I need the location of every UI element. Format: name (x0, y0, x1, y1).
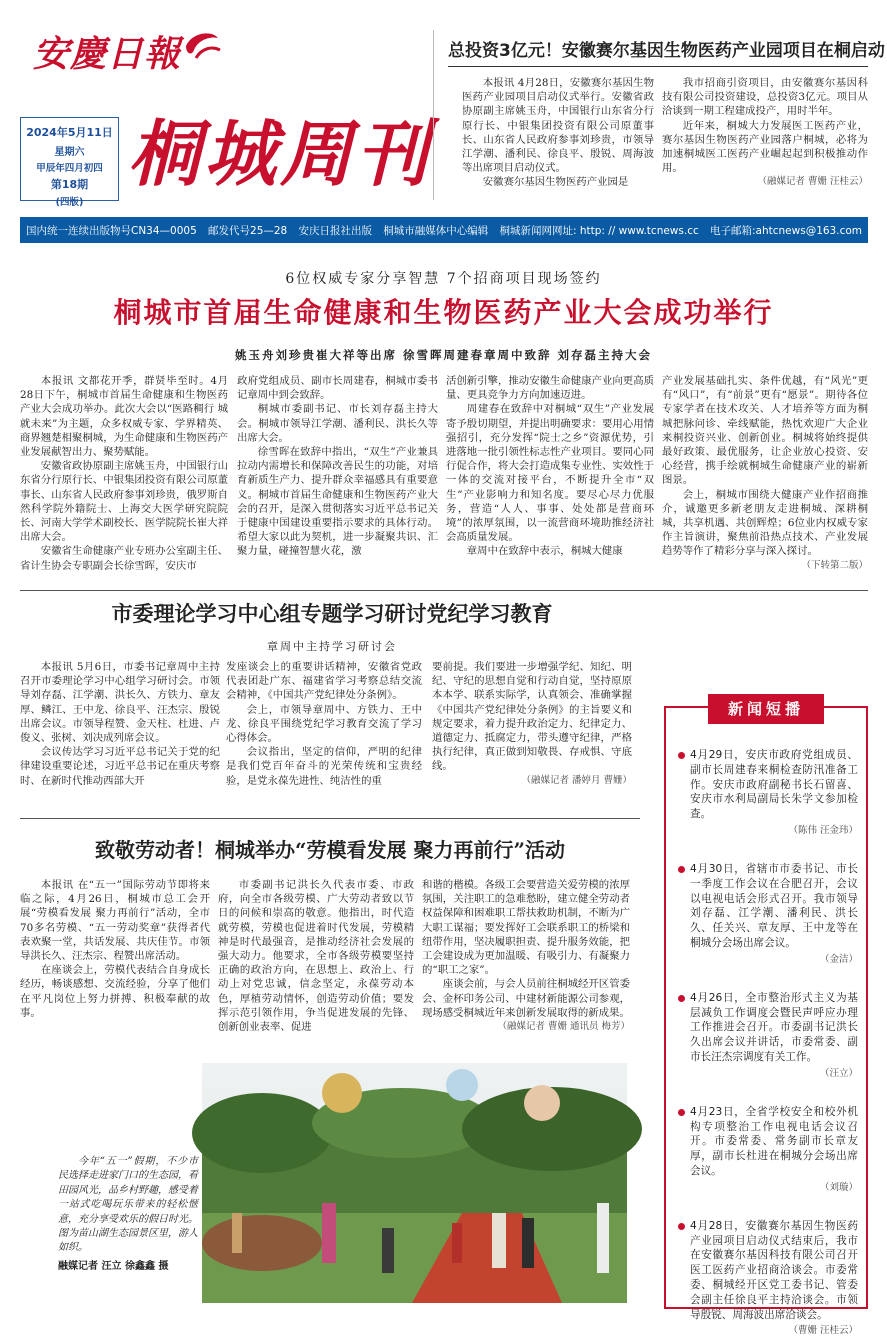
page-count: (四版) (55, 197, 84, 208)
story3-col2 (218, 878, 414, 1034)
lead-col2 (237, 374, 438, 559)
story2-para: 会议传达学习习近平总书记关于党的纪律建设重要论述，习近平总书记在重庆考察时、在新时代推动西部大开 (20, 746, 220, 787)
cn-number: 国内统一连续出版物号CN34—0005 (26, 224, 197, 237)
website-link[interactable]: 桐城新闻网网址: http: // www.tcnews.cc (499, 224, 699, 237)
brief-byline: （陈伟 汪金玮） (788, 824, 858, 836)
issue-date: 2024年5月11日 (26, 126, 113, 139)
top-story-para: 近年来，桐城大力发展医工医药产业，赛尔基因生物医药产业园落户桐城，必将为加速桐城医工医药产业崛起起到积极推动作用。 (662, 119, 868, 175)
story3-para: 在座谈会上，劳模代表结合自身成长经历，畅谈感想、交流经验，分享了他们在平凡岗位上努力拼搏、积极奉献的故事。 (20, 964, 210, 1019)
brief-byline: （曹姗 汪桂云） (788, 1325, 858, 1336)
brief-item[interactable] (676, 991, 858, 1079)
lead-subhead: 姚玉舟刘珍贵崔大祥等出席 徐雪晖周建春章周中致辞 刘存磊主持大会 (234, 348, 652, 362)
masthead-divider (433, 30, 434, 200)
story3-para: 和谐的楷模。各级工会要营造关爱劳模的浓厚氛围，关注职工的急难愁盼，建立健全劳动者权益保障和困难职工帮扶救助机制，不断为广大职工谋福；要发挥好工会联系职工的桥梁和纽带作用，坚决履职担责、提升服务效能，把工会建设成为更加温暖、有吸引力、有凝聚力的“职工之家”。 (422, 879, 630, 977)
story2-col3 (432, 660, 632, 788)
lead-para: 本报讯 文都花开季，群贤毕至时。4月28日下午，桐城市首届生命健康和生物医药产业大会成功举办。此次大会以“医路稠行 城就未来”为主题，众多权威专家、学界精英、商界翘楚相聚桐城，为生命健康和生物医药产业发展献智出力、聚势赋能。 (20, 375, 228, 459)
lead-headline[interactable]: 桐城市首届生命健康和生物医药产业大会成功举行 (113, 296, 774, 329)
story3-para: 市委副书记洪长久代表市委、市政府，向全市各级劳模、广大劳动者致以节日的问候和崇高的敬意。他指出，时代造就劳模，劳模也促进着时代发展，劳模精神是时代最强音，是推动经济社会发展的强大动力。他要求，全市各级劳模要坚持正确的政治方向，在思想上、政治上、行动上对党忠诚，信念坚定，永葆劳动本色，厚植劳动情怀，创造劳动价值；要发挥示范引领作用，争当促进发展的先锋、创新创业表率、促进 (218, 879, 414, 1034)
logo-swoosh-icon (182, 28, 222, 62)
story2-byline: （融媒记者 潘婷月 曹姗） (521, 774, 632, 786)
date-box (20, 117, 119, 208)
masthead (0, 0, 887, 212)
photo-caption-block (58, 1155, 198, 1274)
top-story-byline: （融媒记者 曹姗 汪桂云） (757, 176, 868, 188)
publication-info-bar (20, 217, 868, 243)
lead-kicker: 6位权威专家分享智慧 7个招商项目现场签约 (285, 271, 602, 287)
story2-para: 本报讯 5月6日，市委书记章周中主持召开市委理论学习中心组学习研讨会。市领导刘存磊、江学潮、洪长久、方铁力、章友厚、鳞江、王中龙、徐良平、汪杰宗、殷锐出席会议。市领导程赞、金天柱、杜进、卢俊义、张树、刘决成列席会议。 (20, 661, 220, 745)
brief-byline: （金洁） (819, 953, 858, 965)
issue-weekday: 星期六 (54, 147, 85, 158)
brief-text: 4月29日，安庆市政府党组成员、副市长周建春来桐检查防汛准备工作。安庆市政府副秘书长石留喜、安庆市水利局副局长朱学文参加检查。 (676, 748, 858, 822)
brief-item[interactable] (676, 1219, 858, 1336)
lead-para: 桐城市委副书记、市长刘存磊主持大会。桐城市领导江学潮、潘利民、洪长久等出席大会。 (237, 403, 438, 444)
newspaper-logo: 安慶日報 (33, 33, 182, 75)
brief-item[interactable] (676, 748, 858, 836)
story3-para: 座谈会前，与会人员前往桐城经开区管委会、金杯印务公司、中建材新能源公司参观，现场感受桐城近年来创新发展取得的新成果。 (422, 978, 630, 1019)
story2-headline[interactable]: 市委理论学习中心组专题学习研讨党纪学习教育 (111, 601, 553, 626)
story2-para: 发座谈会上的重要讲话精神，安徽省党政代表团赴广东、福建省学习考察总结交流会精神，《中国共产党纪律处分条例》。 (226, 661, 422, 702)
lead-para: 周建春在致辞中对桐城“双生”产业发展寄予殷切期望，并提出明确要求：要用心用情强招引，充分发挥“院士之乡”资源优势，引进落地一批引领性标志性产业项目。要同心同行促合作，将大会打造成集专业性、实效性于一体的交流对接平台，不断提升全市“双生”产业影响力和知名度。要尽心尽力优服务，营造“人人、事事、处处都是营商环境”的浓厚氛围，以一流营商环境助推经济社会高质量发展。 (446, 403, 654, 544)
brief-text: 4月28日，安徽赛尔基因生物医药产业园项目启动仪式结束后，我市在安徽赛尔基因科技有限公司召开医工医药产业招商洽谈会。市委常委、桐城经开区党工委书记、管委会副主任徐良平主持洽谈会。市领导殷锐、周海波出席洽谈会。 (676, 1219, 858, 1323)
lead-para: 安徽省政协原副主席姚玉舟，中国银行山东省分行原行长、中银集团投资有限公司原董事长、山东省人民政府参事刘珍贵，俄罗斯自然科学院外籍院士、上海交大医学研究院院长、河南大学学术副校长、医学院院长崔大祥出席大会。 (20, 460, 228, 544)
lead-para: 章周中在致辞中表示，桐城大健康 (466, 545, 623, 558)
story2-col2 (226, 660, 422, 788)
lead-col3 (446, 374, 654, 559)
lead-para: 产业发展基础扎实、条件优越，有“风光”更有“风口”，有“前景”更有“愿景”。期待各位专家学者在技术攻关、人才培养等方面为桐城把脉问诊、牵线赋能，热忱欢迎广大企业来桐投资兴业、创新创业。桐城将始终提供最好政策、最优服务，让企业放心投资、安心经营，携手绘就桐城生命健康产业的崭新图景。 (662, 375, 868, 487)
section-rule (20, 818, 640, 819)
supplement-title: 桐城周刊 (128, 111, 433, 196)
brief-item[interactable] (676, 1105, 858, 1193)
top-story-col2 (662, 76, 868, 190)
top-story-rule (448, 66, 868, 67)
lead-col1 (20, 374, 228, 573)
ecological-park-photo (202, 1063, 627, 1303)
news-briefs-title: 新闻短播 (708, 694, 824, 724)
top-story-para: 安徽赛尔基因生物医药产业园是 (482, 176, 629, 189)
lead-col4 (662, 374, 868, 573)
photo-credit: 融媒记者 汪立 徐鑫鑫 摄 (58, 1260, 169, 1272)
story3-para: 本报讯 在“五一”国际劳动节即将来临之际，4月26日，桐城市总工会开展“劳模看发展 聚力再前行”活动，全市70多名劳模、“五一劳动奖章”获得者代表欢聚一堂，共话发展、共庆佳节。市领导洪长久、汪杰宗、程赞出席活动。 (20, 879, 210, 963)
top-story-headline[interactable]: 总投资3亿元！安徽赛尔基因生物医药产业园项目在桐启动 (448, 41, 885, 61)
story2-para: 会上，市领导章周中、方铁力、王中龙、徐良平围绕党纪学习教育交流了学习心得体会。 (226, 703, 422, 745)
lead-para: 政府党组成员、副市长周建春，桐城市委书记章周中到会致辞。 (237, 375, 438, 402)
top-story-para: 我市招商引资项目，由安徽赛尔基因科技有限公司投资建设，总投资3亿元。项目从洽谈到一期工程建成投产，用时半年。 (662, 77, 868, 118)
story2-subhead: 章周中主持学习研讨会 (267, 640, 397, 653)
news-briefs-box (664, 700, 868, 1336)
lead-para: 会上，桐城市围绕大健康产业作招商推介，诚邀更多新老朋友走进桐城、深耕桐城，共享机遇、共创辉煌；6位业内权威专家作主旨演讲，聚焦前沿热点技术、产业发展趋势等作了精彩分享与深入探讨。 (662, 488, 868, 558)
brief-byline: （汪立） (819, 1067, 858, 1079)
story2-col1 (20, 660, 220, 788)
issue-lunar-date: 甲辰年四月初四 (36, 163, 103, 174)
brief-byline: （刘璇） (819, 1181, 858, 1193)
top-story-col1 (462, 76, 654, 190)
lead-para: 活创新引擎，推动安徽生命健康产业向更高质量、更具竞争力方向加速迈进。 (446, 375, 654, 402)
photo-caption: 今年“五一”假期，不少市民选择走进家门口的生态园，看田园风光，品乡村野趣，感受着一站式吃喝玩乐带来的轻松惬意，充分享受欢乐的假日时光。图为苗山湖生态园景区里，游人如织。 (58, 1156, 198, 1254)
top-story-para: 本报讯 4月28日，安徽赛尔基因生物医药产业园项目启动仪式举行。安徽省政协原副主席姚玉舟，中国银行山东省分行原行长、中银集团投资有限公司原董事长、山东省人民政府参事刘珍贵，市领导江学潮、潘利民、徐良平、殷锐、周海波等出席项目启动仪式。 (462, 77, 654, 175)
story3-byline: （融媒记者 曹姗 通讯员 梅芳） (497, 1021, 630, 1033)
email-link[interactable]: 电子邮箱:ahtcnews@163.com (710, 224, 862, 237)
section-rule (20, 590, 868, 591)
story2-para: 要前提。我们要进一步增强学纪、知纪、明纪、守纪的思想自觉和行动自觉，坚持原原本本学、联系实际学，认真领会、准确掌握《中国共产党纪律处分条例》的主旨要义和规定要求，着力提升政治定力、纪律定力、道德定力、抵腐定力，带头遵守纪律，严格执行纪律，真正做到知敬畏、存戒惧、守底线。 (432, 661, 632, 773)
editor: 桐城市融媒体中心编辑 (383, 224, 489, 237)
lead-para: 徐雪晖在致辞中指出，“双生”产业兼具拉动内需增长和保障改善民生的功能，对培育新质生产力、提升群众幸福感具有重要意义。桐城市首届生命健康和生物医药产业大会的召开，是深入贯彻落实习近平总书记关于健康中国建设重要指示要求的具体行动。希望大家以此为契机，进一步凝聚共识、汇聚力量，碰撞智慧火花，激 (237, 446, 438, 558)
story3-col3 (422, 878, 630, 1034)
publisher: 安庆日报社出版 (298, 224, 372, 237)
story3-col1 (20, 878, 210, 1020)
postal-code: 邮发代号25—28 (208, 224, 288, 237)
brief-text: 4月23日，全省学校安全和校外机构专项整治工作电视电话会议召开。市委常委、常务副市长章友厚，副市长杜进在桐城分会场出席会议。 (676, 1105, 858, 1179)
issue-number: 第18期 (50, 178, 89, 191)
brief-item[interactable] (676, 862, 858, 965)
lead-para: 安徽省生命健康产业专班办公室副主任、省计生协会专职副会长徐雪晖，安庆市 (20, 545, 228, 572)
continued-note: （下转第二版） (801, 559, 868, 571)
story3-headline[interactable]: 致敬劳动者！桐城举办“劳模看发展 聚力再前行”活动 (95, 838, 565, 862)
story2-para: 会议指出，坚定的信仰，严明的纪律是我们党百年奋斗的光荣传统和宝贵经验，是党永葆先进性、纯洁性的重 (226, 746, 422, 787)
brief-text: 4月26日，全市整治形式主义为基层减负工作调度会暨民声呼应办理工作推进会召开。市委副书记洪长久出席会议并讲话，市委常委、副市长汪杰宗调度有关工作。 (676, 991, 858, 1065)
brief-text: 4月30日，省辖市市委书记、市长一季度工作会议在合肥召开，会议以电视电话会形式召开。我市领导刘存磊、江学潮、潘利民、洪长久、任关兴、章友厚、王中龙等在桐城分会场出席会议。 (676, 862, 858, 951)
